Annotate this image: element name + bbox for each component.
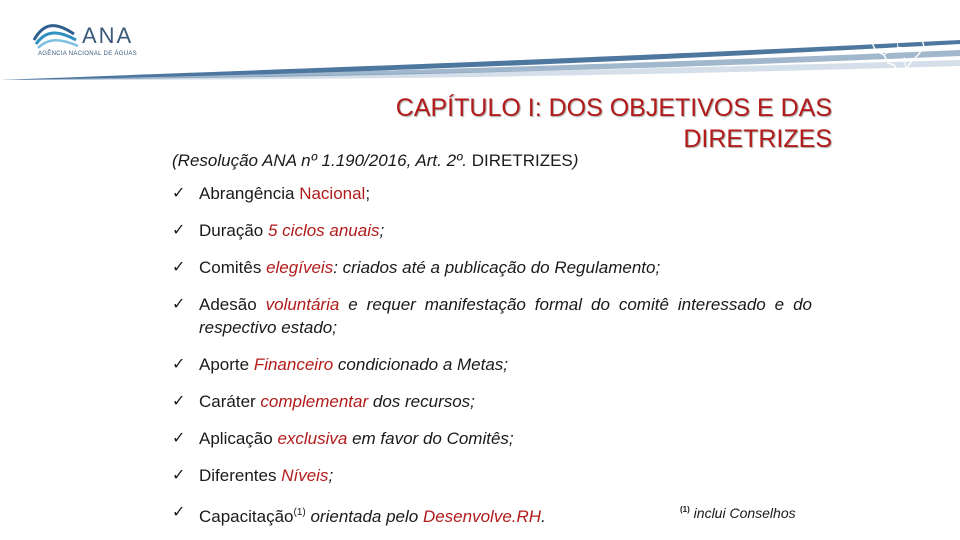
item-text: Caráter — [199, 392, 261, 411]
item-text: dos recursos; — [368, 392, 475, 411]
item-text: Adesão — [199, 295, 266, 314]
list-item — [172, 427, 812, 450]
logo-subtext: AGÊNCIA NACIONAL DE ÁGUAS — [38, 51, 137, 57]
list-item — [172, 464, 812, 487]
footnote-marker: (1) — [680, 505, 690, 514]
item-highlight: complementar — [260, 392, 369, 411]
item-text: orientada pelo — [305, 507, 423, 526]
source-reference-close: ) — [572, 151, 579, 170]
logo-text: ANA — [82, 23, 134, 48]
item-text: condicionado a Metas; — [333, 355, 509, 374]
item-text: em favor do Comitês; — [347, 429, 514, 448]
item-text: Abrangência — [199, 184, 300, 203]
item-text: e requer manifestação formal do comitê interessado e do respectivo estado; — [199, 295, 812, 337]
list-item — [172, 353, 812, 376]
check-icon: ✓ — [172, 296, 186, 313]
item-text: Diferentes — [199, 466, 282, 485]
item-highlight: voluntária — [265, 295, 340, 314]
footnote — [680, 505, 796, 521]
list-item — [172, 182, 812, 205]
item-text: ; — [379, 221, 385, 240]
item-text: Aplicação — [199, 429, 278, 448]
source-reference-citation: (Resolução ANA nº 1.190/2016, Art. 2º. — [172, 151, 467, 170]
check-icon: ✓ — [172, 222, 186, 239]
item-highlight: 5 ciclos anuais — [267, 221, 380, 240]
item-text: : criados até a publicação do Regulamento; — [333, 258, 661, 277]
ana-logo-emblem — [30, 18, 80, 52]
check-icon: ✓ — [172, 467, 186, 484]
item-text: Capacitação — [199, 507, 294, 526]
list-item — [172, 293, 812, 339]
item-highlight: elegíveis — [266, 258, 334, 277]
list-item — [172, 256, 812, 279]
item-text: Comitês — [199, 258, 267, 277]
source-reference-label: DIRETRIZES — [466, 151, 573, 170]
guidelines-list — [172, 182, 812, 528]
item-highlight: exclusiva — [277, 429, 348, 448]
check-icon: ✓ — [172, 393, 186, 410]
check-icon: ✓ — [172, 356, 186, 373]
footnote-marker: (1) — [293, 507, 306, 518]
item-highlight: Desenvolve.RH — [422, 507, 542, 526]
item-text: ; — [328, 466, 334, 485]
check-icon: ✓ — [172, 430, 186, 447]
check-icon: ✓ — [172, 259, 186, 276]
item-text: ; — [365, 184, 371, 203]
header-band — [0, 0, 960, 80]
item-text: Duração — [199, 221, 268, 240]
check-icon: ✓ — [172, 504, 186, 521]
item-highlight: Financeiro — [253, 355, 334, 374]
item-text: . — [541, 507, 546, 526]
footnote-text: inclui Conselhos — [689, 505, 796, 521]
check-icon: ✓ — [172, 185, 186, 202]
list-item — [172, 219, 812, 242]
ana-logo — [30, 18, 170, 66]
item-highlight: Nacional — [299, 184, 366, 203]
slide-title: CAPÍTULO I: DOS OBJETIVOS E DAS DIRETRIZES — [395, 94, 832, 153]
source-reference — [172, 151, 578, 171]
item-text: Aporte — [199, 355, 254, 374]
list-item — [172, 390, 812, 413]
brazil-map-icon — [866, 25, 928, 75]
item-highlight: Níveis — [281, 466, 329, 485]
